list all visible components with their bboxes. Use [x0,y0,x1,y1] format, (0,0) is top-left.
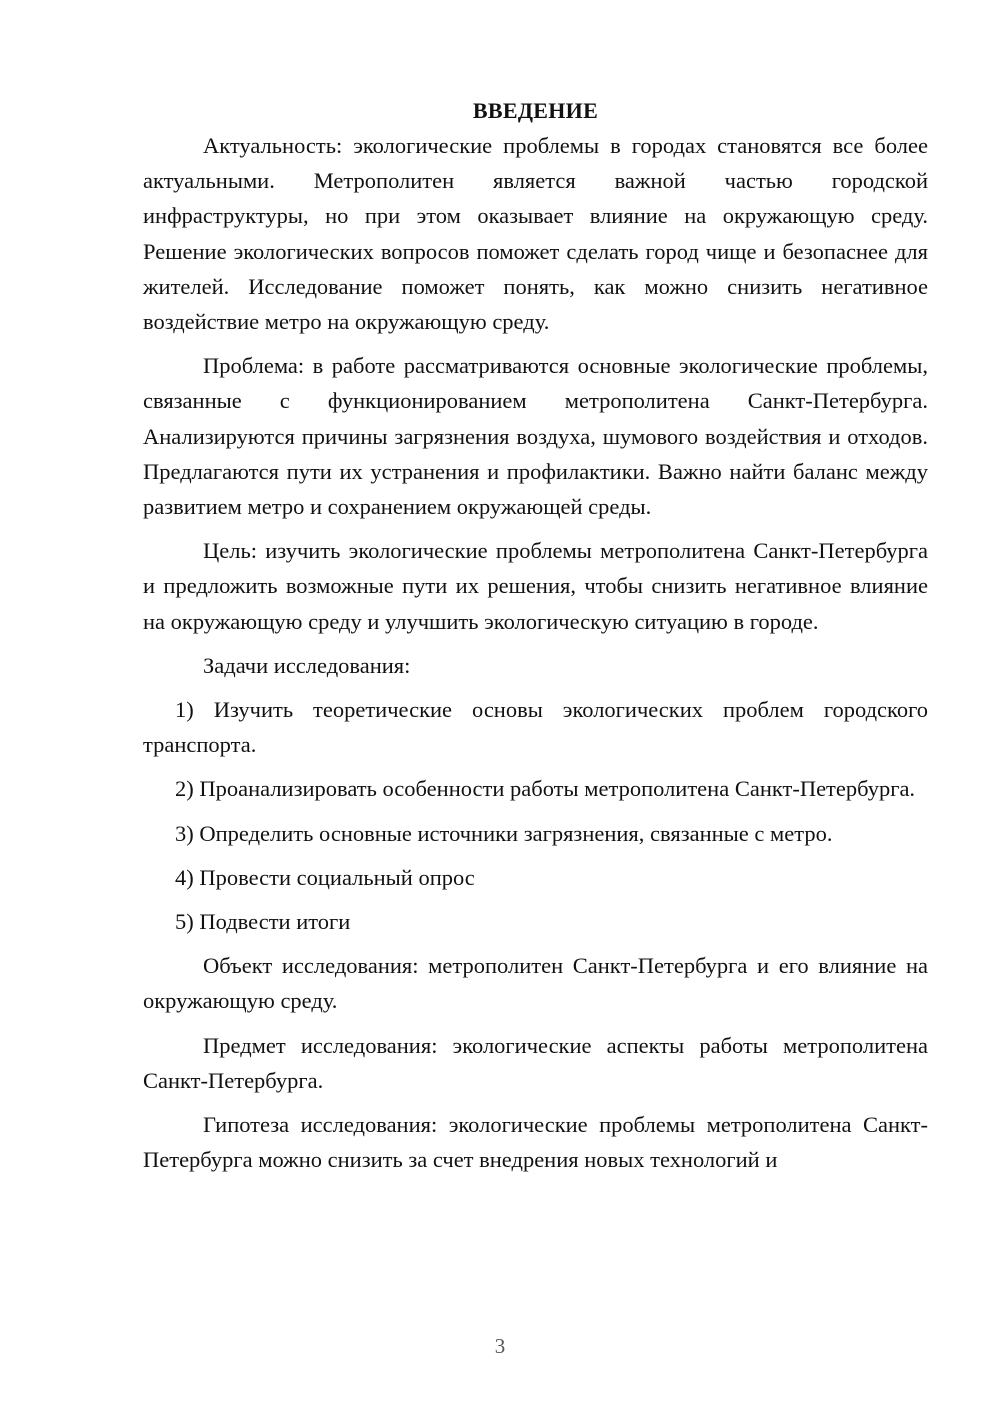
paragraph-relevance: Актуальность: экологические проблемы в городах становятся все более актуальными. Метрополитен является важной частью городской инфраструктуры, но при этом оказывает влияние на окружающую среду. Решение экологических вопросов поможет сделать город чище и безопаснее для жителей. Исследование поможет понять, как можно снизить негативное воздействие метро на окружающую среду. [143,133,928,335]
task-item-4: 4) Провести социальный опрос [175,864,475,890]
paragraph-object: Объект исследования: метрополитен Санкт-Петербурга и его влияние на окружающую среду. [143,953,928,1014]
page-title: ВВЕДЕНИЕ [472,98,599,123]
task-item-3: 3) Определить основные источники загрязнения, связанные с метро. [175,820,833,846]
task-item-5: 5) Подвести итоги [175,909,351,935]
paragraph-subject: Предмет исследования: экологические аспекты работы метрополитена Санкт-Петербурга. [143,1032,928,1093]
task-item-2: 2) Проанализировать особенности работы метрополитена Санкт-Петербурга. [175,776,916,802]
task-item-1: 1) Изучить теоретические основы экологических проблем городского транспорта. [143,697,928,758]
document-page [143,96,928,1186]
paragraph-goal: Цель: изучить экологические проблемы метрополитена Санкт-Петербурга и предложить возможные пути их решения, чтобы снизить негативное влияние на окружающую среду и улучшить экологическую ситуацию в городе. [143,538,928,634]
tasks-heading: Задачи исследования: [203,652,411,678]
paragraph-hypothesis: Гипотеза исследования: экологические проблемы метрополитена Санкт-Петербурга можно снизить за счет внедрения новых технологий и [143,1112,928,1173]
paragraph-problem: Проблема: в работе рассматриваются основные экологические проблемы, связанные с функционированием метрополитена Санкт-Петербурга. Анализируются причины загрязнения воздуха, шумового воздействия и отходов. Предлагаются пути их устранения и профилактики. Важно найти баланс между развитием метро и сохранением окружающей среды. [143,353,928,520]
page-number: 3 [494,1334,506,1358]
tasks-list [143,692,928,939]
